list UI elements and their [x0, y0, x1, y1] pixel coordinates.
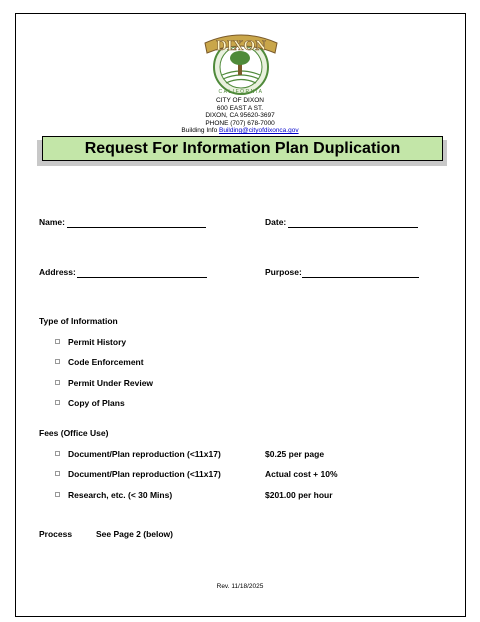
building-info-line [0, 127, 480, 135]
address-field[interactable] [77, 277, 207, 278]
fee-reproduction-actual-cost-price: Actual cost + 10% [265, 469, 338, 479]
fee-reproduction-actual-cost-label: Document/Plan reproduction (<11x17) [68, 469, 221, 479]
logo-subtext: CALIFORNIA [218, 89, 264, 95]
fee-reproduction-per-page-checkbox[interactable] [55, 451, 60, 456]
type-of-information-heading: Type of Information [39, 316, 118, 326]
address-street: 600 EAST A ST. [216, 104, 264, 112]
revision-date: Rev. 11/18/2025 [216, 583, 264, 590]
fee-reproduction-actual-cost-checkbox[interactable] [55, 471, 60, 476]
date-label: Date: [265, 217, 287, 227]
code-enforcement-checkbox[interactable] [55, 359, 60, 364]
name-label: Name: [39, 217, 65, 227]
address-label: Address: [39, 267, 76, 277]
fees-heading: Fees (Office Use) [39, 428, 109, 438]
building-info-email-link[interactable]: Building@cityofdixonca.gov [219, 127, 299, 135]
copy-of-plans-checkbox[interactable] [55, 400, 60, 405]
building-info-label: Building Info [181, 127, 218, 135]
name-field[interactable] [67, 227, 206, 228]
purpose-field[interactable] [302, 277, 419, 278]
address-phone: PHONE (707) 678-7000 [205, 119, 275, 127]
address-city: CITY OF DIXON [216, 97, 264, 104]
logo-wordmark: DIXON [215, 38, 267, 54]
permit-history-checkbox[interactable] [55, 339, 60, 344]
address-city-state-zip: DIXON, CA 95620-3697 [205, 112, 275, 120]
process-label: Process [39, 529, 73, 539]
permit-under-review-checkbox[interactable] [55, 380, 60, 385]
purpose-label: Purpose: [265, 267, 302, 277]
fee-research-price: $201.00 per hour [265, 490, 333, 500]
date-field[interactable] [288, 227, 418, 228]
fee-research-label: Research, etc. (< 30 Mins) [68, 490, 173, 500]
copy-of-plans-label: Copy of Plans [68, 398, 125, 408]
fee-reproduction-per-page-price: $0.25 per page [265, 449, 325, 459]
city-of-dixon-logo [203, 23, 279, 97]
process-value: See Page 2 (below) [96, 529, 173, 539]
fee-reproduction-per-page-label: Document/Plan reproduction (<11x17) [68, 449, 221, 459]
permit-history-label: Permit History [68, 337, 127, 347]
permit-under-review-label: Permit Under Review [68, 378, 154, 388]
fee-research-checkbox[interactable] [55, 492, 60, 497]
page-title: Request For Information Plan Duplication [42, 136, 443, 161]
code-enforcement-label: Code Enforcement [68, 357, 144, 367]
